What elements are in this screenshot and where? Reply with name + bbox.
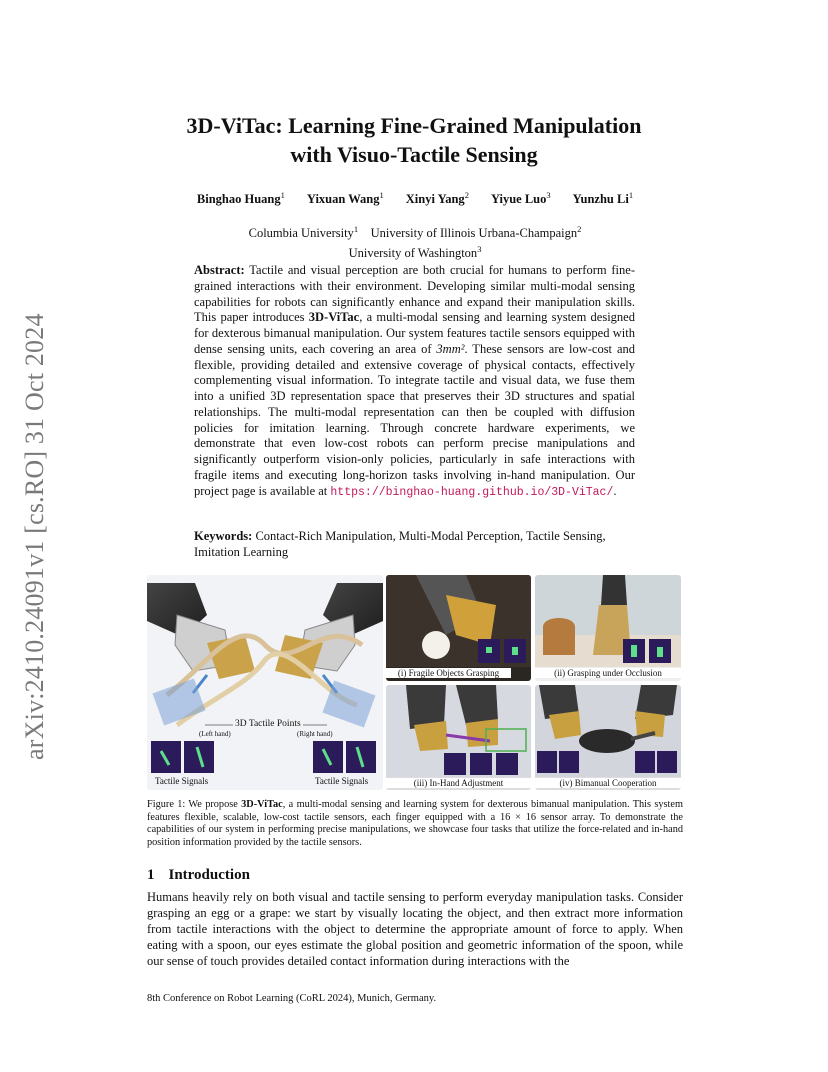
- robot-illustration: [147, 575, 383, 790]
- affiliation: Columbia University: [248, 226, 354, 241]
- author: Yunzhu Li$^1$: [572, 190, 634, 207]
- author: Yixuan Wang$^1$: [306, 190, 384, 207]
- author: Yiyue Luo$^3$: [490, 190, 551, 207]
- section-heading: 1 Introduction: [147, 867, 250, 883]
- panel-fragile-grasping: [386, 575, 531, 681]
- bimanual-robot-image: [147, 575, 383, 790]
- abstract: Abstract: Tactile and visual perception are both crucial for humans to perform fine-grained interactions with their environment. Developing similar multi-modal sensing capabilities for robots can significantly enhance and expand their manipulation skills. This paper introduces 3D-ViTac, a multi-modal sensing and learning system designed for dexterous bimanual manipulation. Our system features tactile sensors equipped with dense sensing units, each covering an area of 3mm². These sensors are low-cost and flexible, providing detailed and extensive coverage of physical contacts, effectively complementing visual information. To integrate tactile and visual data, we fuse them into a unified 3D representation space that preserves their 3D structures and spatial relationships. The multi-modal representation can then be coupled with diffusion policies for imitation learning. Through concrete hardware experiments, we demonstrate that even low-cost robots can perform precise manipulations and significantly outperform vision-only policies, particularly in safe interactions with fragile items and executing long-horizon tasks involving in-hand manipulation. Our project page is available at https://binghao-huang.github.io/3D-ViTac/.: [194, 263, 635, 499]
- arxiv-identifier: arXiv:2410.24091v1 [cs.RO] 31 Oct 2024: [20, 313, 49, 760]
- title-line-1: 3D-ViTac: Learning Fine-Grained Manipulation: [186, 113, 642, 138]
- label-tactile-signals-right: Tactile Signals: [315, 776, 369, 786]
- figure-caption: Figure 1: We propose 3D-ViTac, a multi-modal sensing and learning system for dexterous bimanual manipulation. This system features flexible, scalable, low-cost tactile sensors, each finger equipped with a 16 × 16 sensor array. To demonstrate the capabilities of our system in performing precise manipulations, we showcase four tasks that utilize the force-related and in-hand position information provided by the tactile sensors.: [147, 799, 683, 848]
- label-panel-iii: (iii) In-Hand Adjustment: [386, 778, 531, 788]
- author: Xinyi Yang$^2$: [405, 190, 469, 207]
- conference-footer: 8th Conference on Robot Learning (CoRL 2024), Munich, Germany.: [147, 993, 437, 1004]
- label-tactile-points: 3D Tactile Points: [235, 719, 301, 729]
- abstract-label: Abstract:: [194, 263, 245, 277]
- affiliations: Columbia University$^1$ University of Illinois Urbana-Champaign$^2$ University of Washington$^3$: [248, 224, 582, 261]
- label-tactile-signals-left: Tactile Signals: [155, 776, 209, 786]
- affiliation: University of Washington: [348, 246, 478, 261]
- label-right-hand: (Right hand): [297, 730, 333, 738]
- author: Binghao Huang$^1$: [196, 190, 285, 207]
- keywords: Keywords: Contact-Rich Manipulation, Multi-Modal Perception, Tactile Sensing, Imitation Learning: [194, 529, 606, 559]
- label-panel-iv: (iv) Bimanual Cooperation: [535, 778, 681, 788]
- introduction-paragraph: Humans heavily rely on both visual and tactile sensing to perform everyday manipulation tasks. Consider grasping an egg or a grape: we start by visually locating the object, and then extract more information from tactile interactions with the object to determine the appropriate amount of force to apply. When eating with a spoon, our eyes estimate the global position and geometric information of the spoon, while our sense of touch provides detailed contact information during interactions with the: [147, 890, 683, 968]
- label-left-hand: (Left hand): [199, 730, 231, 738]
- panel-grasping-occlusion: [535, 575, 681, 681]
- paper-title: [140, 111, 688, 169]
- label-panel-ii: (ii) Grasping under Occlusion: [535, 668, 681, 678]
- label-panel-i: (i) Fragile Objects Grasping: [386, 668, 511, 678]
- panel-bimanual-cooperation: [535, 685, 681, 790]
- author-list: [150, 190, 680, 207]
- panel-in-hand-adjustment: [386, 685, 531, 790]
- project-link[interactable]: https://binghao-huang.github.io/3D-ViTac/: [330, 485, 614, 499]
- title-line-2: with Visuo-Tactile Sensing: [290, 142, 538, 167]
- affiliation: University of Illinois Urbana-Champaign: [370, 226, 578, 241]
- figure-1: [147, 575, 681, 790]
